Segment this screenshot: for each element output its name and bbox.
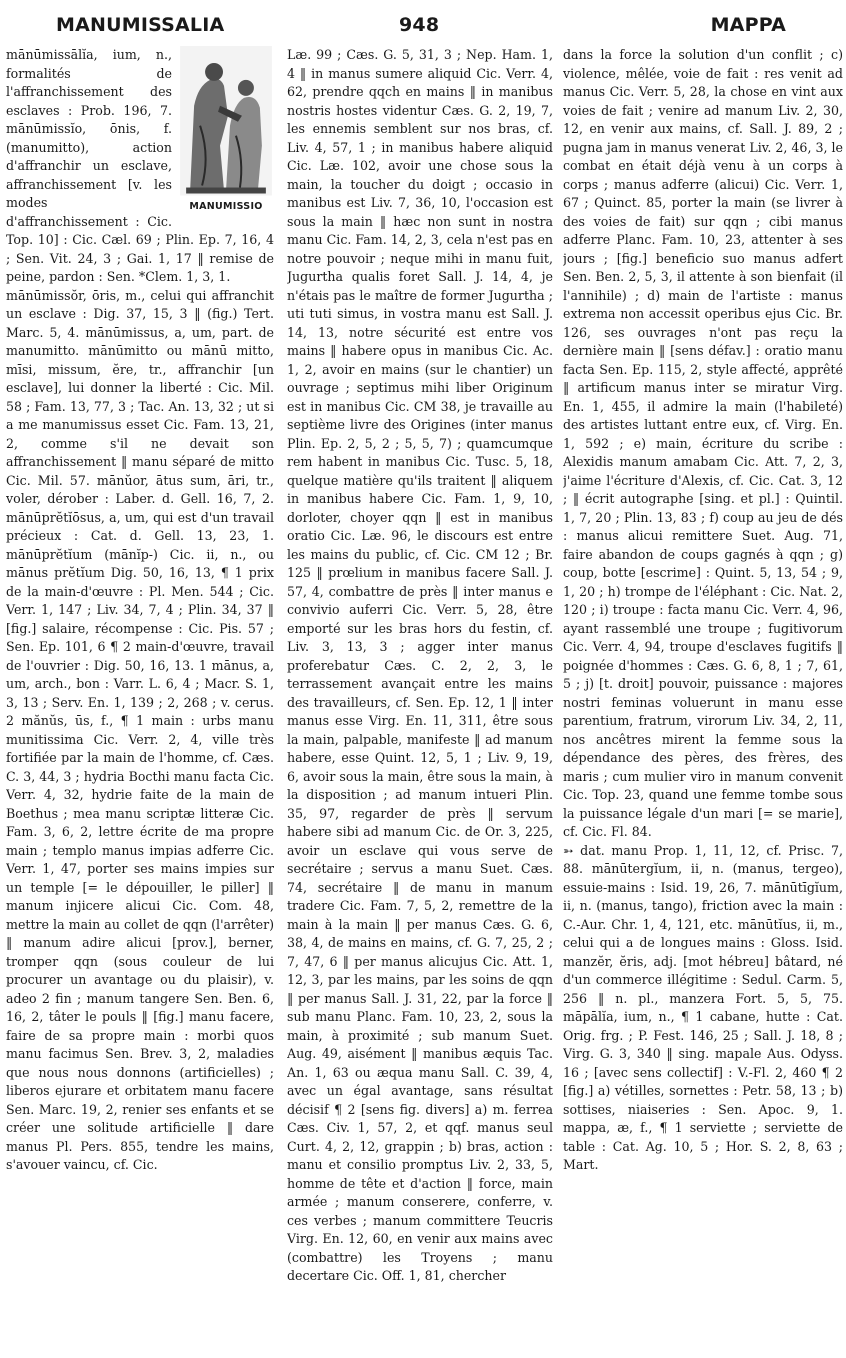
column-right [563,46,843,1351]
illustration-caption: MANUMISSIO [189,200,263,212]
manumissio-illustration [178,46,274,216]
column-middle [287,46,553,1351]
entry-text-manus-end: dans la force la solution d'un conflit ; c) violence, mêlée, voie de fait : res venit ad manus Cic. Verr. 5, 28, la chose en vint aux voies de fait ; venire ad manum Liv. 2, 30, 12, en venir aux mains, cf. Sall. J. 89, 2 ; pugna jam in manus venerat Liv. 2, 46, 3, le combat en était déjà venu à un corps à corps ; manus adferre (alicui) Cic. Verr. 1, 67 ; Quinct. 85, porter la main (se livrer à des voies de fait) sur qqn ; cibi manus adferre Planc. Fam. 10, 23, attenter à ses jours ; [fig.] beneficio suo manus adfert Sen. Ben. 2, 5, 3, il attente à son bienfait (il l'annihile) ; d) main de l'artiste : manus extrema non accessit operibus ejus Cic. Br. 126, ses ouvrages n'ont pas reçu la dernière main ‖ [sens défav.] : oratio manu facta Sen. Ep. 115, 2, style affecté, apprêté ‖ artificum manus inter se miratur Virg. En. 1, 455, il admire la main (l'habileté) des artistes luttant entre eux, cf. Virg. En. 1, 592 ; e) main, écriture du scribe : Alexidis manum amabam Cic. Att. 7, 2, 3, j'aime l'écriture d'Alexis, cf. Cic. Cat. 3, 12 ; ‖ écrit autographe [sing. et pl.] : Quintil. 1, 7, 20 ; Plin. 13, 83 ; f) coup au jeu de dés : manus alicui remittere Suet. Aug. 71, faire abandon de coups gagnés à qqn ; g) coup, botte [escrime] : Quint. 5, 13, 54 ; 9, 1, 20 ; h) trompe de l'éléphant : Cic. Nat. 2, 120 ; i) troupe : facta manu Cic. Verr. 4, 96, ayant rassemblé une troupe ; fugitivorum Cic. Verr. 4, 94, troupe d'esclaves fugitifs ‖ poignée d'hommes : Cæs. G. 6, 8, 1 ; 7, 61, 5 ; j) [t. droit] pouvoir, puissance : majores nostri feminas voluerunt in manu esse parentium, fratrum, virorum Liv. 34, 2, 11, nos ancêtres mirent la femme sous la dépendance des pères, des frères, des maris ; cum mulier viro in manum convenit Cic. Top. 23, quand une femme tombe sous la puissance légale d'un mari [= se marie], cf. Cic. Fl. 84. [563,47,843,839]
entry-text-manumissor-manus: mānūmissŏr, ōris, m., celui qui affranchit un esclave : Dig. 37, 15, 3 ‖ (fig.) Tert. Marc. 5, 4. mānūmissus, a, um, part. de manumitto. mānūmitto ou mānū mitto, mīsi, missum, ĕre, tr., affranchir [un esclave], lui donner la liberté : Cic. Mil. 58 ; Fam. 13, 77, 3 ; Tac. An. 13, 32 ; ut si a me manumissus esset Cic. Fam. 13, 21, 2, comme s'il ne devait son affranchissement ‖ manu séparé de mitto Cic. Mil. 57. mānŭor, ātus sum, āri, tr., voler, dérober : Laber. d. Gell. 16, 7, 2. mānūprĕtĭōsus, a, um, qui est d'un travail précieux : Cat. d. Gell. 13, 23, 1. mānūprĕtĭum (mānĭp-) Cic. ii, n., ou mānus prĕtĭum Dig. 50, 16, 13, ¶ 1 prix de la main-d'œuvre : Pl. Men. 544 ; Cic. Verr. 1, 147 ; Liv. 34, 7, 4 ; Plin. 34, 37 ‖ [fig.] salaire, récompense : Cic. Pis. 57 ; Sen. Ep. 101, 6 ¶ 2 main-d'œuvre, travail de l'ouvrier : Dig. 50, 16, 13. 1 mānus, a, um, arch., bon : Varr. L. 6, 4 ; Macr. S. 1, 3, 13 ; Serv. En. 1, 139 ; 2, 268 ; v. cerus. 2 mănŭs, ūs, f., ¶ 1 main : urbs manu munitissima Cic. Verr. 2, 4, ville très fortifiée par la main de l'homme, cf. Cæs. C. 3, 44, 3 ; hydria Bocthi manu facta Cic. Verr. 4, 32, hydrie faite de la main de Boethus ; mea manu scriptæ litteræ Cic. Fam. 3, 6, 2, lettre écrite de ma propre main ; templo manus impias adferre Cic. Verr. 1, 47, porter ses mains impies sur un temple [= le dépouiller, le piller] ‖ manum injicere alicui Cic. Com. 48, mettre la main au collet de qqn (l'arrêter) ‖ manum adire alicui [prov.], berner, tromper qqn (sous couleur de lui procurer un avantage ou du plaisir), v. adeo 2 fin ; manum tangere Sen. Ben. 6, 16, 2, tâter le pouls ‖ [fig.] manu facere, faire de sa propre main : morbi quos manu facimus Sen. Brev. 3, 2, maladies que nous nous donnons (artificielles) ; liberos ejurare et orbitatem manu facere Sen. Marc. 19, 2, renier ses enfants et se créer une solitude artificielle ‖ dare manus Pl. Pers. 855, tendre les mains, s'avouer vaincu, cf. Cic. [6,287,274,1172]
manumission-relief-image [180,46,272,196]
page-number: 948 [399,14,440,36]
entry-text-manutergium-mappa: ➳ dat. manu Prop. 1, 11, 12, cf. Prisc. 7, 88. mānūtergĭum, ii, n. (manus, tergeo), essuie-mains : Isid. 19, 26, 7. mānūtīgĭum, ii, n. (manus, tango), friction avec la main : C.-Aur. Chr. 1, 4, 121, etc. mānūtĭus, ii, m., celui qui a de longues mains : Gloss. Isid. manzĕr, ĕris, adj. [mot hébreu] bâtard, né d'un commerce illégitime : Sedul. Carm. 5, 256 ‖ n. pl., manzera Fort. 5, 5, 75. māpālĭa, ium, n., ¶ 1 cabane, hutte : Cat. Orig. frg. ; P. Fest. 146, 25 ; Sall. J. 18, 8 ; Virg. G. 3, 340 ‖ sing. mapale Aus. Odyss. 16 ; [avec sens collectif] : V.-Fl. 2, 460 ¶ 2 [fig.] a) vétilles, sornettes : Petr. 58, 13 ; b) sottises, niaiseries : Sen. Apoc. 9, 1. mappa, æ, f., ¶ 1 serviette ; serviette de table : Cat. Ag. 10, 5 ; Hor. S. 2, 8, 63 ; Mart. [563,842,843,1172]
column-left [6,46,274,1351]
running-header [0,0,846,44]
header-last-word: MAPPA [710,14,786,36]
entry-text-manumissalia-manumissio: mānūmissālĭa, ium, n., formalités de l'affranchissement des esclaves : Prob. 196, 7. mānūmissĭo, ōnis, f. (manumitto), action d'affranchir un esclave, affranchissement [v. les modes d'affranchissement : Cic. Top. 10] : Cic. Cæl. 69 ; Plin. Ep. 7, 16, 4 ; Sen. Vit. 24, 3 ; Gai. 1, 17 ‖ remise de peine, pardon : Sen. *Clem. 1, 3, 1. [6,47,274,284]
entry-text-manus-continued: Læ. 99 ; Cæs. G. 5, 31, 3 ; Nep. Ham. 1, 4 ‖ in manus sumere aliquid Cic. Verr. 4, 62, prendre qqch en mains ‖ in manibus nostris hostes videntur Cæs. G. 2, 19, 7, les ennemis semblent sur nos bras, cf. Liv. 4, 57, 1 ; in manibus habere aliquid Cic. Læ. 102, avoir une chose sous la main, la toucher du doigt ; occasio in manibus est Liv. 7, 36, 10, l'occasion est sous la main ‖ hæc non sunt in nostra manu Cic. Fam. 14, 2, 3, cela n'est pas en notre pouvoir ; neque mihi in manu fuit, Jugurtha qualis foret Sall. J. 14, 4, je n'étais pas le maître de former Jugurtha ; uti tuti simus, in vostra manu est Sall. J. 14, 13, notre sécurité est entre vos mains ‖ habere opus in manibus Cic. Ac. 1, 2, avoir en mains (sur le chantier) un ouvrage ; septimus mihi liber Originum est in manibus Cic. CM 38, je travaille au septième livre des Origines (inter manus Plin. Ep. 2, 5, 2 ; 5, 5, 7) ; quamcumque rem habent in manibus Cic. Tusc. 5, 18, quelque matière qu'ils traitent ‖ aliquem in manibus habere Cic. Fam. 1, 9, 10, dorloter, choyer qqn ‖ est in manibus oratio Cic. Læ. 96, le discours est entre les mains du public, cf. Cic. CM 12 ; Br. 125 ‖ prœlium in manibus facere Sall. J. 57, 4, combattre de près ‖ inter manus e convivio auferri Cic. Verr. 5, 28, être emporté sur les bras hors du festin, cf. Liv. 3, 13, 3 ; agger inter manus proferebatur Cæs. C. 2, 2, 3, le terrassement avançait entre les mains des travailleurs, cf. Sen. Ep. 12, 1 ‖ inter manus esse Virg. En. 11, 311, être sous la main, palpable, manifeste ‖ ad manum habere, esse Quint. 12, 5, 1 ; Liv. 9, 19, 6, avoir sous la main, être sous la main, à la disposition ; ad manum intueri Plin. 35, 97, regarder de près ‖ servum habere sibi ad manum Cic. de Or. 3, 225, avoir un esclave qui vous serve de secrétaire ; servus a manu Suet. Cæs. 74, secrétaire ‖ de manu in manum tradere Cic. Fam. 7, 5, 2, remettre de la main à la main ‖ per manus Cæs. G. 6, 38, 4, de mains en mains, cf. G. 7, 25, 2 ; 7, 47, 6 ‖ per manus alicujus Cic. Att. 1, 12, 3, par les mains, par les soins de qqn ‖ per manus Sall. J. 31, 22, par la force ‖ sub manu Planc. Fam. 10, 23, 2, sous la main, à proximité ; sub manum Suet. Aug. 49, aisément ‖ manibus æquis Tac. An. 1, 63 ou æqua manu Sall. C. 39, 4, avec un égal avantage, sans résultat décisif ¶ 2 [sens fig. divers] a) m. ferrea Cæs. Civ. 1, 57, 2, et qqf. manus seul Curt. 4, 2, 12, grappin ; b) bras, action : manu et consilio promptus Liv. 2, 33, 5, homme de tête et d'action ‖ force, main armée ; manum conserere, conferre, v. ces verbes ; manum committere Teucris Virg. En. 12, 60, en venir aux mains avec (combattre) les Troyens ; manu decertare Cic. Off. 1, 81, chercher [287,47,553,1283]
header-first-word: MANUMISSALIA [56,14,225,36]
